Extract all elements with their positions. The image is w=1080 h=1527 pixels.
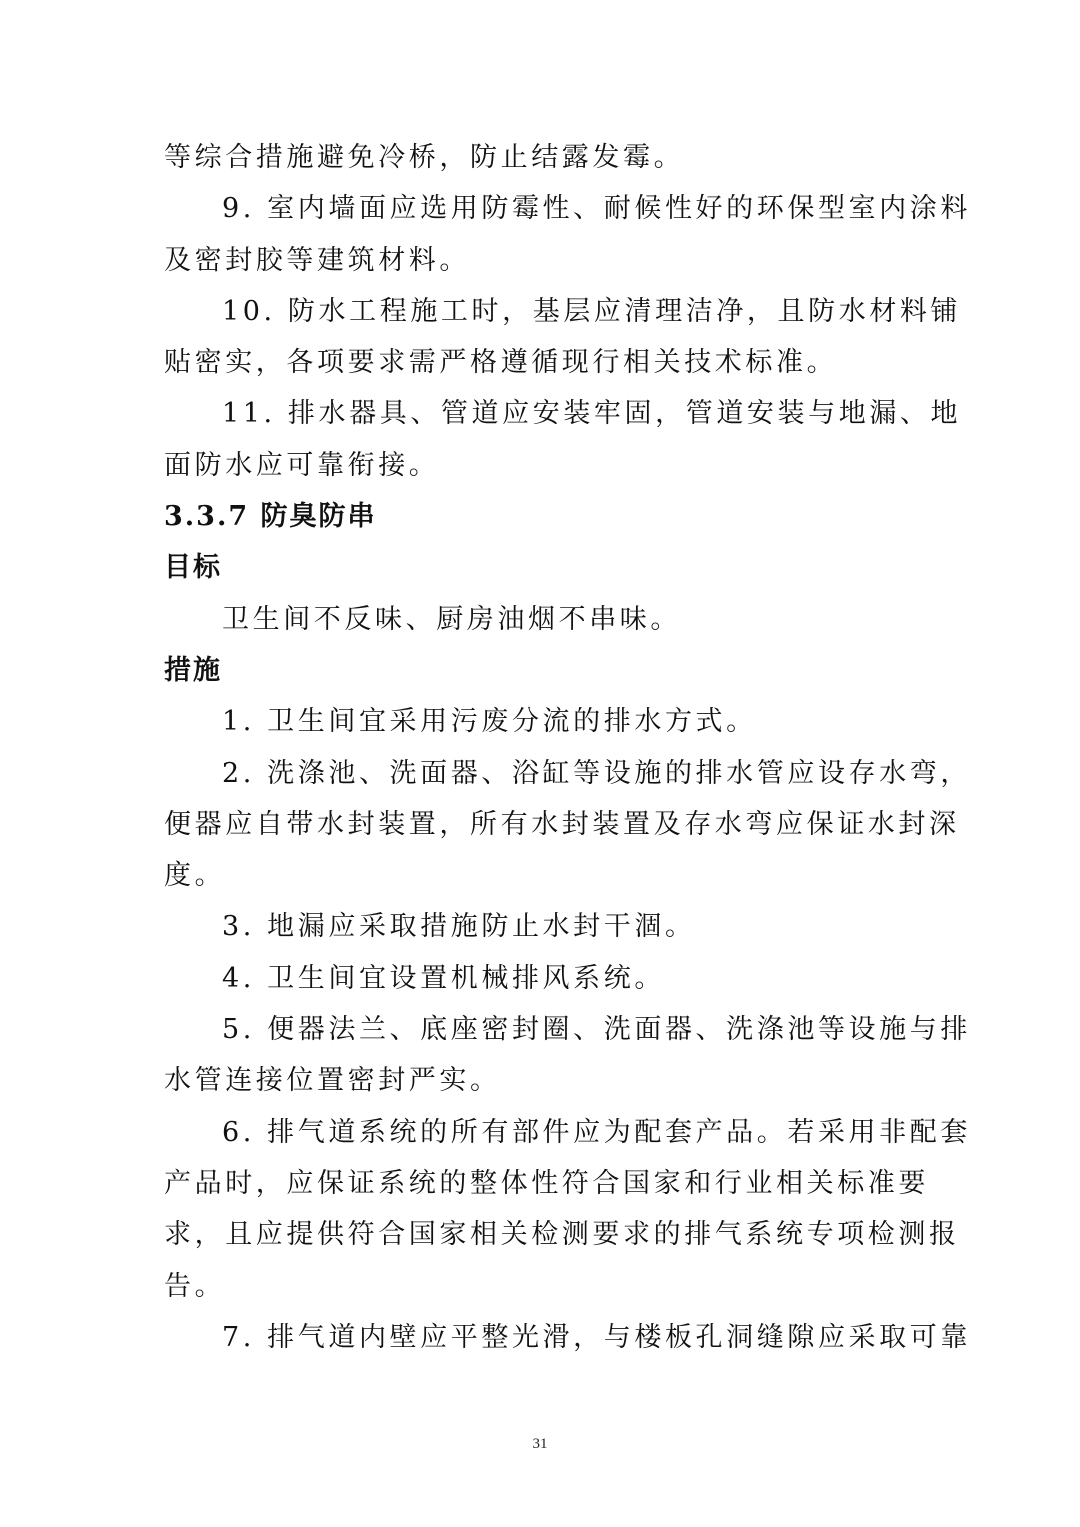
- text-line: 度。: [164, 860, 226, 892]
- section-heading: 3.3.7 防臭防串: [164, 501, 377, 533]
- text-line: 1. 卫生间宜采用污废分流的排水方式。: [222, 706, 757, 738]
- text-line: 水管连接位置密封严实。: [164, 1065, 501, 1097]
- text-line: 5. 便器法兰、底座密封圈、洗面器、洗涤池等设施与排: [222, 1014, 971, 1046]
- text-line: 4. 卫生间宜设置机械排风系统。: [222, 962, 665, 994]
- text-line: 贴密实，各项要求需严格遵循现行相关技术标准。: [164, 347, 838, 379]
- text-line: 面防水应可靠衔接。: [164, 449, 440, 481]
- page-number: 31: [532, 1436, 548, 1452]
- document-body: [164, 132, 971, 1363]
- section-heading: 目标: [164, 552, 222, 584]
- text-line: 2. 洗涤池、洗面器、浴缸等设施的排水管应设存水弯，: [222, 757, 971, 789]
- text-line: 7. 排气道内壁应平整光滑，与楼板孔洞缝隙应采取可靠: [222, 1321, 971, 1353]
- text-line: 等综合措施避免冷桥，防止结露发霉。: [164, 142, 685, 173]
- section-heading: 措施: [164, 654, 222, 686]
- text-line: 及密封胶等建筑材料。: [164, 244, 470, 276]
- text-line: 9. 室内墙面应选用防霉性、耐候性好的环保型室内涂料: [222, 193, 971, 225]
- text-line: 11. 排水器具、管道应安装牢固，管道安装与地漏、地: [222, 398, 962, 430]
- text-line: 卫生间不反味、厨房油烟不串味。: [222, 603, 681, 635]
- text-line: 产品时，应保证系统的整体性符合国家和行业相关标准要: [164, 1167, 929, 1199]
- text-line: 告。: [164, 1270, 226, 1302]
- text-line: 10. 防水工程施工时，基层应清理洁净，且防水材料铺: [222, 295, 962, 327]
- text-line: 6. 排气道系统的所有部件应为配套产品。若采用非配套: [222, 1116, 971, 1148]
- text-line: 3. 地漏应采取措施防止水封干涸。: [222, 911, 696, 943]
- text-line: 便器应自带水封装置，所有水封装置及存水弯应保证水封深: [164, 808, 960, 840]
- text-line: 求，且应提供符合国家相关检测要求的排气系统专项检测报: [164, 1219, 960, 1251]
